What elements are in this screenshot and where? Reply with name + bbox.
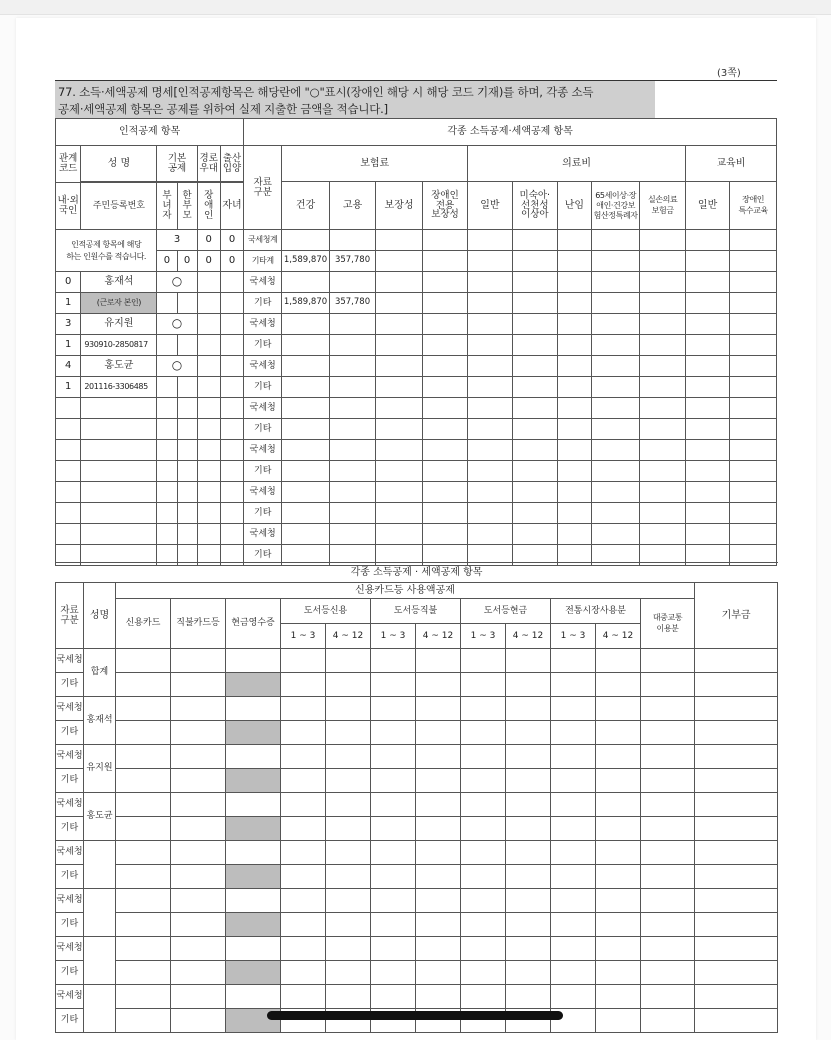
type-nts-total: 국세청계 (244, 230, 282, 251)
transit-header: 대중교통 이용분 (641, 599, 695, 649)
card-person-name: 홍도균 (84, 793, 116, 841)
donation-header: 기부금 (695, 583, 778, 649)
type-other: 기타 (244, 293, 282, 314)
premature-header: 미숙아· 선천성 이상아 (512, 182, 557, 230)
top-bar (0, 0, 831, 15)
edu-general-header: 일반 (685, 182, 729, 230)
count-child: 0 (220, 251, 243, 272)
form-title-line1: 77. 소득·세액공제 명세[인적공제항목은 해당란에 "○"표시(장애인 해당 시 해당 코드 기재)를 하며, 각종 소득 (58, 85, 594, 99)
nationality-header: 내·외 국인 (56, 183, 81, 230)
title-top-rule (55, 80, 777, 81)
shaded-cell (226, 961, 281, 985)
senior-header: 경로 우대 (197, 146, 220, 182)
person-name: 유지원 (81, 314, 157, 335)
person-health: 1,589,870 (282, 293, 330, 314)
woman-header: 부 녀 자 (157, 183, 177, 230)
count-basic: 3 (157, 230, 197, 251)
cash-receipt-header: 현금영수증 (226, 599, 281, 649)
person-id: 930910-2850817 (81, 335, 157, 356)
type-other: 기타 (244, 377, 282, 398)
senior65-header: 65세이상·장 애인·건강보 험산정특례자 (591, 182, 640, 230)
single-parent-header: 한 부 모 (177, 183, 197, 230)
shaded-cell (226, 769, 281, 793)
type-other: 기타 (56, 865, 84, 889)
person-nationality: 1 (56, 335, 81, 356)
person-id: 201116-3306485 (81, 377, 157, 398)
health-header: 건강 (282, 182, 330, 230)
type-other: 기타 (56, 913, 84, 937)
type-other: 기타 (56, 817, 84, 841)
person-basic-mark: ○ (157, 356, 197, 377)
type-nts: 국세청 (56, 841, 84, 865)
period-4-12: 4 ~ 12 (326, 624, 371, 649)
type-other: 기타 (56, 673, 84, 697)
personal-section-header: 인적공제 항목 (56, 119, 244, 146)
person-code: 3 (56, 314, 81, 335)
type-other: 기타 (244, 461, 282, 482)
disabled-header: 장 애 인 (197, 183, 220, 230)
name-header: 성 명 (81, 146, 157, 182)
card-person-name: 유지원 (84, 745, 116, 793)
medical-general-header: 일반 (468, 182, 512, 230)
type-nts: 국세청 (56, 793, 84, 817)
count-disabled: 0 (197, 251, 220, 272)
count-birth: 0 (220, 230, 243, 251)
type-other: 기타 (244, 545, 282, 566)
total-health: 1,589,870 (282, 251, 330, 272)
shaded-cell (226, 865, 281, 889)
person-basic-mark: ○ (157, 314, 197, 335)
type-other: 기타 (56, 769, 84, 793)
type-nts: 국세청 (244, 440, 282, 461)
home-indicator[interactable] (267, 1011, 563, 1020)
type-nts: 국세청 (56, 937, 84, 961)
child-header: 자녀 (220, 183, 243, 230)
card-name-header: 성명 (84, 583, 116, 649)
type-other: 기타 (56, 961, 84, 985)
person-nationality: 1 (56, 293, 81, 314)
shaded-cell (226, 913, 281, 937)
person-id: (근로자 본인) (81, 293, 157, 314)
type-other-total: 기타계 (244, 251, 282, 272)
type-nts: 국세청 (56, 649, 84, 673)
type-nts: 국세청 (244, 356, 282, 377)
count-woman: 0 (157, 251, 177, 272)
education-header: 교육비 (685, 146, 776, 182)
card-usage-header: 신용카드등 사용액공제 (116, 583, 695, 599)
shaded-cell (226, 673, 281, 697)
person-basic-mark: ○ (157, 272, 197, 293)
card-person-name: 홍재석 (84, 697, 116, 745)
data-type-header: 자료 구분 (244, 146, 282, 230)
infertility-header: 난임 (558, 182, 592, 230)
type-nts: 국세청 (244, 272, 282, 293)
type-other: 기타 (244, 419, 282, 440)
shaded-cell (226, 721, 281, 745)
indemnity-header: 실손의료 보험금 (640, 182, 685, 230)
medical-header: 의료비 (468, 146, 686, 182)
type-nts: 국세청 (244, 398, 282, 419)
count-label: 인적공제 항목에 해당 하는 인원수를 적습니다. (56, 230, 157, 272)
birth-adoption-header: 출산 입양 (220, 146, 243, 182)
person-code: 0 (56, 272, 81, 293)
disabled-protection-header: 장애인 전용 보장성 (422, 182, 467, 230)
period-4-12: 4 ~ 12 (506, 624, 551, 649)
person-code: 4 (56, 356, 81, 377)
debit-header: 직불카드등 (171, 599, 226, 649)
protection-header: 보장성 (376, 182, 423, 230)
type-nts: 국세청 (244, 482, 282, 503)
book-debit-header: 도서등직불 (371, 599, 461, 624)
type-nts: 국세청 (244, 524, 282, 545)
card-person-name: 합계 (84, 649, 116, 697)
person-nationality: 1 (56, 377, 81, 398)
relation-code-header: 관계 코드 (56, 146, 81, 183)
book-credit-header: 도서등신용 (281, 599, 371, 624)
type-nts: 국세청 (244, 314, 282, 335)
period-1-3: 1 ~ 3 (371, 624, 416, 649)
count-single-parent: 0 (177, 251, 197, 272)
period-4-12: 4 ~ 12 (596, 624, 641, 649)
period-1-3: 1 ~ 3 (551, 624, 596, 649)
period-1-3: 1 ~ 3 (461, 624, 506, 649)
type-nts: 국세청 (56, 697, 84, 721)
shaded-cell (226, 817, 281, 841)
employment-header: 고용 (329, 182, 376, 230)
type-nts: 국세청 (56, 985, 84, 1009)
person-name: 홍재석 (81, 272, 157, 293)
person-employment: 357,780 (329, 293, 376, 314)
card-usage-table (55, 562, 778, 1033)
insurance-header: 보험료 (282, 146, 468, 182)
page-number: (3쪽) (717, 68, 741, 79)
person-name: 홍도균 (81, 356, 157, 377)
type-nts: 국세청 (56, 745, 84, 769)
type-nts: 국세청 (56, 889, 84, 913)
type-other: 기타 (56, 1009, 84, 1033)
personal-deduction-table (55, 118, 777, 566)
period-4-12: 4 ~ 12 (416, 624, 461, 649)
edu-disabled-header: 장애인 특수교육 (730, 182, 777, 230)
type-other: 기타 (244, 335, 282, 356)
total-employment: 357,780 (329, 251, 376, 272)
form-title-line2: 공제·세액공제 항목은 공제를 위하여 실제 지출한 금액을 적습니다.] (58, 102, 388, 116)
card-data-type-header: 자료 구분 (56, 583, 84, 649)
card-section-header: 각종 소득공제 · 세액공제 항목 (56, 563, 778, 583)
market-header: 전통시장사용분 (551, 599, 641, 624)
count-senior: 0 (197, 230, 220, 251)
resident-no-header: 주민등록번호 (81, 183, 157, 230)
period-1-3: 1 ~ 3 (281, 624, 326, 649)
book-cash-header: 도서등현금 (461, 599, 551, 624)
basic-deduction-header: 기본 공제 (157, 146, 197, 182)
credit-header: 신용카드 (116, 599, 171, 649)
type-other: 기타 (56, 721, 84, 745)
type-other: 기타 (244, 503, 282, 524)
deduction-section-header: 각종 소득공제·세액공제 항목 (244, 119, 777, 146)
